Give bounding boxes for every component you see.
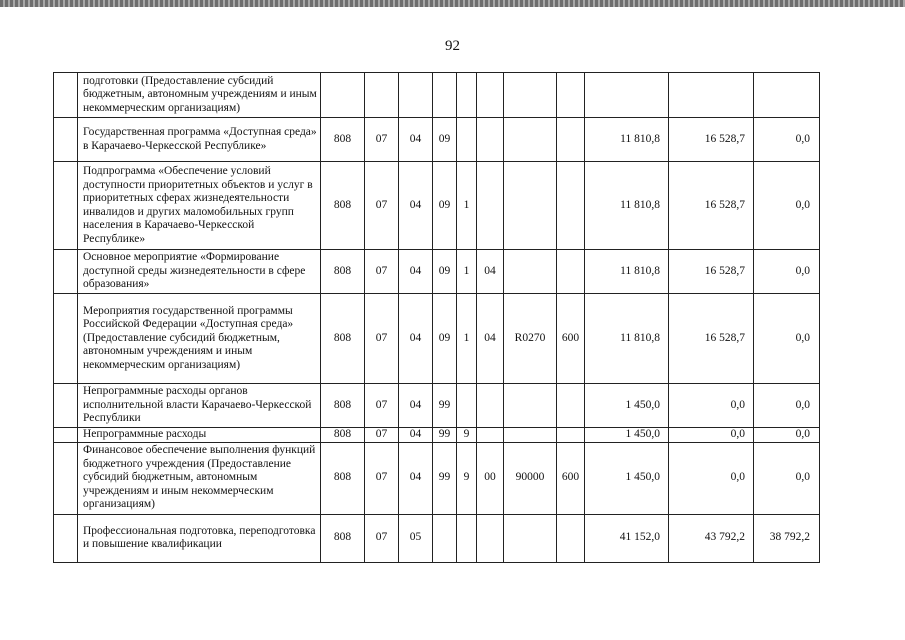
amount-year-2-cell: 0,0: [669, 428, 754, 443]
amount-year-2-cell: 16 528,7: [669, 162, 754, 250]
item-name-cell: подготовки (Предоставление субсидий бюджетным, автономным учреждениям и иным некоммерческим организациям): [78, 73, 321, 118]
row-number-cell: [54, 118, 78, 162]
item-name-cell: Мероприятия государственной программы Российской Федерации «Доступная среда» (Предоставление субсидий бюджетным, автономным учреждениям и иным некоммерческим организациям): [78, 294, 321, 384]
expense-type-cell: [557, 514, 585, 562]
program-code-cell: 99: [433, 428, 457, 443]
amount-year-1-cell: [585, 73, 669, 118]
activity-code-cell: 00: [477, 442, 504, 514]
table-row: [54, 250, 820, 294]
amount-year-1-cell: 11 810,8: [585, 118, 669, 162]
subprogram-code-cell: [457, 384, 477, 428]
row-number-cell: [54, 442, 78, 514]
section-code-cell: 07: [365, 384, 399, 428]
item-name-cell: Непрограммные расходы органов исполнительной власти Карачаево-Черкесской Республики: [78, 384, 321, 428]
row-number-cell: [54, 384, 78, 428]
ministry-code-cell: 808: [321, 250, 365, 294]
amount-year-1-cell: 1 450,0: [585, 428, 669, 443]
direction-code-cell: [504, 162, 557, 250]
expense-type-cell: 600: [557, 294, 585, 384]
section-code-cell: 07: [365, 118, 399, 162]
section-code-cell: 07: [365, 428, 399, 443]
activity-code-cell: [477, 514, 504, 562]
program-code-cell: 09: [433, 118, 457, 162]
direction-code-cell: [504, 384, 557, 428]
amount-year-3-cell: 0,0: [754, 250, 820, 294]
item-name-cell: Финансовое обеспечение выполнения функций бюджетного учреждения (Предоставление субсидий бюджетным, автономным учреждениям и иным некоммерческим организациям): [78, 442, 321, 514]
amount-year-3-cell: 0,0: [754, 428, 820, 443]
section-code-cell: [365, 73, 399, 118]
table-row: [54, 384, 820, 428]
ministry-code-cell: 808: [321, 442, 365, 514]
table-row: [54, 294, 820, 384]
table-row: [54, 162, 820, 250]
program-code-cell: 99: [433, 442, 457, 514]
activity-code-cell: [477, 428, 504, 443]
amount-year-3-cell: 0,0: [754, 384, 820, 428]
amount-year-2-cell: [669, 73, 754, 118]
subsection-code-cell: 04: [399, 428, 433, 443]
table-row: [54, 514, 820, 562]
activity-code-cell: [477, 73, 504, 118]
subsection-code-cell: 04: [399, 250, 433, 294]
ministry-code-cell: 808: [321, 514, 365, 562]
table-row: [54, 428, 820, 443]
expense-type-cell: 600: [557, 442, 585, 514]
amount-year-1-cell: 41 152,0: [585, 514, 669, 562]
item-name-cell: Основное мероприятие «Формирование доступной среды жизнедеятельности в сфере образования»: [78, 250, 321, 294]
subprogram-code-cell: 1: [457, 250, 477, 294]
table-body: [54, 73, 820, 563]
amount-year-2-cell: 16 528,7: [669, 294, 754, 384]
item-name-cell: Профессиональная подготовка, переподготовка и повышение квалификации: [78, 514, 321, 562]
section-code-cell: 07: [365, 162, 399, 250]
subsection-code-cell: 04: [399, 384, 433, 428]
direction-code-cell: [504, 428, 557, 443]
section-code-cell: 07: [365, 250, 399, 294]
amount-year-1-cell: 11 810,8: [585, 294, 669, 384]
ministry-code-cell: [321, 73, 365, 118]
subsection-code-cell: 04: [399, 294, 433, 384]
direction-code-cell: [504, 118, 557, 162]
subprogram-code-cell: 1: [457, 294, 477, 384]
amount-year-2-cell: 0,0: [669, 384, 754, 428]
amount-year-3-cell: 0,0: [754, 162, 820, 250]
expense-type-cell: [557, 250, 585, 294]
subprogram-code-cell: 9: [457, 428, 477, 443]
amount-year-3-cell: 0,0: [754, 118, 820, 162]
direction-code-cell: 90000: [504, 442, 557, 514]
direction-code-cell: [504, 73, 557, 118]
amount-year-1-cell: 11 810,8: [585, 162, 669, 250]
program-code-cell: 09: [433, 294, 457, 384]
item-name-cell: Подпрограмма «Обеспечение условий доступности приоритетных объектов и услуг в приоритетных сферах жизнедеятельности инвалидов и других маломобильных групп населения в Карачаево-Черкесской Республике»: [78, 162, 321, 250]
row-number-cell: [54, 250, 78, 294]
subsection-code-cell: 04: [399, 162, 433, 250]
subsection-code-cell: 04: [399, 118, 433, 162]
amount-year-1-cell: 11 810,8: [585, 250, 669, 294]
amount-year-3-cell: 38 792,2: [754, 514, 820, 562]
program-code-cell: 09: [433, 250, 457, 294]
subprogram-code-cell: [457, 514, 477, 562]
table-row: [54, 118, 820, 162]
ministry-code-cell: 808: [321, 294, 365, 384]
program-code-cell: [433, 73, 457, 118]
activity-code-cell: 04: [477, 250, 504, 294]
amount-year-3-cell: 0,0: [754, 294, 820, 384]
section-code-cell: 07: [365, 514, 399, 562]
amount-year-2-cell: 16 528,7: [669, 118, 754, 162]
amount-year-3-cell: 0,0: [754, 442, 820, 514]
ministry-code-cell: 808: [321, 118, 365, 162]
table-row: [54, 442, 820, 514]
table-row: [54, 73, 820, 118]
amount-year-1-cell: 1 450,0: [585, 384, 669, 428]
row-number-cell: [54, 73, 78, 118]
direction-code-cell: [504, 514, 557, 562]
subprogram-code-cell: [457, 73, 477, 118]
amount-year-1-cell: 1 450,0: [585, 442, 669, 514]
amount-year-2-cell: 0,0: [669, 442, 754, 514]
subsection-code-cell: [399, 73, 433, 118]
activity-code-cell: [477, 384, 504, 428]
program-code-cell: 99: [433, 384, 457, 428]
activity-code-cell: [477, 118, 504, 162]
ministry-code-cell: 808: [321, 428, 365, 443]
expense-type-cell: [557, 73, 585, 118]
row-number-cell: [54, 162, 78, 250]
section-code-cell: 07: [365, 294, 399, 384]
section-code-cell: 07: [365, 442, 399, 514]
subsection-code-cell: 05: [399, 514, 433, 562]
scan-top-edge: [0, 0, 905, 7]
amount-year-3-cell: [754, 73, 820, 118]
item-name-cell: Непрограммные расходы: [78, 428, 321, 443]
expense-type-cell: [557, 118, 585, 162]
activity-code-cell: 04: [477, 294, 504, 384]
expense-type-cell: [557, 384, 585, 428]
activity-code-cell: [477, 162, 504, 250]
subprogram-code-cell: [457, 118, 477, 162]
item-name-cell: Государственная программа «Доступная среда» в Карачаево-Черкесской Республике»: [78, 118, 321, 162]
ministry-code-cell: 808: [321, 384, 365, 428]
amount-year-2-cell: 43 792,2: [669, 514, 754, 562]
direction-code-cell: R0270: [504, 294, 557, 384]
subprogram-code-cell: 1: [457, 162, 477, 250]
subsection-code-cell: 04: [399, 442, 433, 514]
budget-table: [53, 72, 820, 563]
subprogram-code-cell: 9: [457, 442, 477, 514]
direction-code-cell: [504, 250, 557, 294]
row-number-cell: [54, 428, 78, 443]
ministry-code-cell: 808: [321, 162, 365, 250]
program-code-cell: [433, 514, 457, 562]
amount-year-2-cell: 16 528,7: [669, 250, 754, 294]
expense-type-cell: [557, 428, 585, 443]
row-number-cell: [54, 294, 78, 384]
expense-type-cell: [557, 162, 585, 250]
row-number-cell: [54, 514, 78, 562]
program-code-cell: 09: [433, 162, 457, 250]
page-number: 92: [445, 38, 460, 54]
